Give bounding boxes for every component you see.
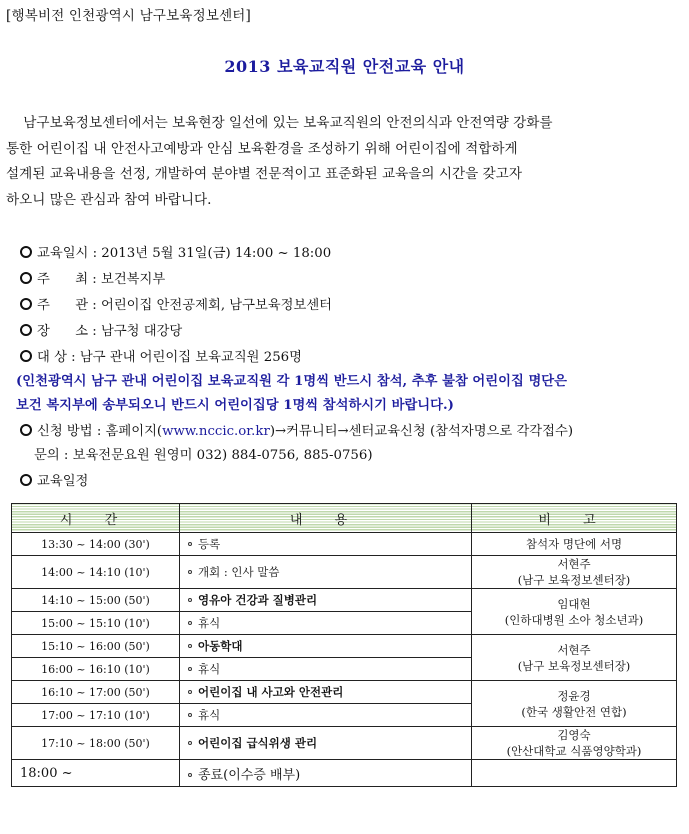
row-content-text: 휴식	[198, 662, 221, 676]
table-row	[12, 760, 677, 787]
row-content	[180, 612, 472, 635]
row-content	[180, 760, 472, 787]
apply-suffix: )→커뮤니티→센터교육신청 (참석자명으로 각각접수)	[269, 424, 574, 439]
row-note	[472, 760, 677, 787]
table-row	[12, 533, 677, 556]
row-content-text: 휴식	[198, 616, 221, 630]
row-note	[472, 589, 677, 635]
notice-line-2: 보건 복지부에 송부되오니 반드시 어린이집당 1명씩 참석하시기 바랍니다.)	[16, 398, 454, 413]
row-content-text: 휴식	[198, 708, 221, 722]
row-note	[472, 635, 677, 681]
row-content-text: 등록	[198, 537, 221, 551]
circle-bullet-icon	[20, 324, 32, 336]
table-header-row	[12, 504, 677, 533]
row-content	[180, 635, 472, 658]
row-content-text: 아동학대	[198, 639, 243, 653]
circle-bullet-icon	[20, 272, 32, 284]
row-time: 13:30 ~ 14:00 (30')	[12, 533, 180, 556]
row-content	[180, 533, 472, 556]
row-content	[180, 658, 472, 681]
document-header: [행복비전 인천광역시 남구보육정보센터]	[6, 8, 252, 24]
circle-bullet-icon	[20, 298, 32, 310]
row-content	[180, 727, 472, 760]
row-note-line: (남구 보육정보센터장)	[517, 573, 631, 587]
small-bullet-icon	[188, 644, 192, 648]
row-time: 16:10 ~ 17:00 (50')	[12, 681, 180, 704]
row-time: 18:00 ~	[12, 760, 180, 787]
row-time: 17:00 ~ 17:10 (10')	[12, 704, 180, 727]
info-place	[20, 322, 182, 342]
info-apply	[20, 422, 573, 442]
row-note-line: (한국 생활안전 연합)	[521, 704, 627, 719]
table-row	[12, 635, 677, 658]
info-organizer-text: 주 관 : 어린이집 안전공제회, 남구보육정보센터	[37, 298, 333, 313]
intro-line: 통한 어린이집 내 안전사고예방과 안심 보육환경을 조성하기 위해 어린이집에 적합하게	[6, 140, 518, 157]
table-row	[12, 727, 677, 760]
circle-bullet-icon	[20, 474, 32, 486]
circle-bullet-icon	[20, 424, 32, 436]
intro-paragraph	[6, 111, 686, 213]
info-host	[20, 270, 165, 290]
row-content-text: 종료(이수증 배부)	[198, 767, 301, 783]
intro-line: 남구보육정보센터에서는 보육현장 일선에 있는 보육교직원의 안전의식과 안전역량 강화를	[6, 115, 553, 131]
row-note-line: 서현주	[557, 557, 591, 571]
header-content: 내 용	[180, 504, 472, 533]
info-place-text: 장 소 : 남구청 대강당	[37, 324, 183, 339]
small-bullet-icon	[188, 621, 192, 625]
header-time: 시 간	[12, 504, 180, 533]
row-time: 17:10 ~ 18:00 (50')	[12, 727, 180, 760]
info-host-text: 주 최 : 보건복지부	[37, 272, 166, 287]
info-target	[20, 348, 302, 368]
row-note	[472, 681, 677, 727]
row-time: 15:10 ~ 16:00 (50')	[12, 635, 180, 658]
info-date	[20, 244, 331, 264]
row-content-text: 어린이집 급식위생 관리	[198, 736, 318, 750]
schedule-table	[11, 503, 677, 787]
small-bullet-icon	[188, 713, 192, 717]
small-bullet-icon	[188, 542, 192, 546]
schedule-body	[12, 533, 677, 787]
info-organizer	[20, 296, 332, 316]
apply-prefix: 신청 방법 : 홈페이지(	[37, 424, 163, 439]
row-note-line: 임대현	[557, 596, 591, 611]
small-bullet-icon	[188, 690, 192, 694]
row-note-line: 정윤경	[557, 688, 591, 703]
apply-url-link[interactable]: www.nccic.or.kr	[162, 424, 270, 439]
row-note-line: 서현주	[557, 642, 591, 657]
small-bullet-icon	[188, 667, 192, 671]
small-bullet-icon	[188, 598, 192, 602]
row-note-line: (인하대병원 소아 청소년과)	[504, 612, 644, 627]
row-note	[472, 727, 677, 760]
info-date-text: 교육일시 : 2013년 5월 31일(금) 14:00 ~ 18:00	[37, 246, 332, 261]
circle-bullet-icon	[20, 246, 32, 258]
document-title: 2013 보육교직원 안전교육 안내	[224, 57, 465, 76]
intro-line: 하오니 많은 관심과 참여 바랍니다.	[6, 191, 212, 208]
header-note: 비 고	[472, 504, 677, 533]
row-time: 14:00 ~ 14:10 (10')	[12, 556, 180, 589]
row-content	[180, 556, 472, 589]
schedule-label-text: 교육일정	[37, 474, 89, 489]
row-content	[180, 704, 472, 727]
row-note	[472, 533, 677, 556]
table-row	[12, 681, 677, 704]
info-contact: 문의 : 보육전문요원 원영미 032) 884-0756, 885-0756)	[34, 448, 373, 463]
info-schedule-label	[20, 472, 88, 492]
row-content-text: 어린이집 내 사고와 안전관리	[198, 685, 344, 699]
row-content	[180, 681, 472, 704]
row-note-line: 참석자 명단에 서명	[525, 537, 623, 551]
row-note-line: (남구 보육정보센터장)	[517, 658, 631, 673]
row-time: 14:10 ~ 15:00 (50')	[12, 589, 180, 612]
intro-line: 설계된 교육내용을 선정, 개발하여 분야별 전문적이고 표준화된 교육을의 시간을 갖고자	[6, 166, 522, 182]
row-note-line: 김영숙	[557, 728, 591, 742]
info-target-text: 대 상 : 남구 관내 어린이집 보육교직원 256명	[37, 350, 302, 365]
row-content-text: 개회 : 인사 말씀	[198, 565, 280, 579]
row-content	[180, 589, 472, 612]
small-bullet-icon	[188, 741, 192, 745]
notice-line-1: (인천광역시 남구 관내 어린이집 보육교직원 각 1명씩 반드시 참석, 추후 불참 어린이집 명단은	[16, 374, 567, 389]
row-note-line: (안산대학교 식품영양학과)	[506, 744, 642, 758]
small-bullet-icon	[188, 570, 192, 574]
table-row	[12, 556, 677, 589]
row-content-text: 영유아 건강과 질병관리	[198, 593, 318, 607]
row-time: 16:00 ~ 16:10 (10')	[12, 658, 180, 681]
row-time: 15:00 ~ 15:10 (10')	[12, 612, 180, 635]
row-note	[472, 556, 677, 589]
circle-bullet-icon	[20, 350, 32, 362]
table-row	[12, 589, 677, 612]
small-bullet-icon	[188, 773, 192, 777]
